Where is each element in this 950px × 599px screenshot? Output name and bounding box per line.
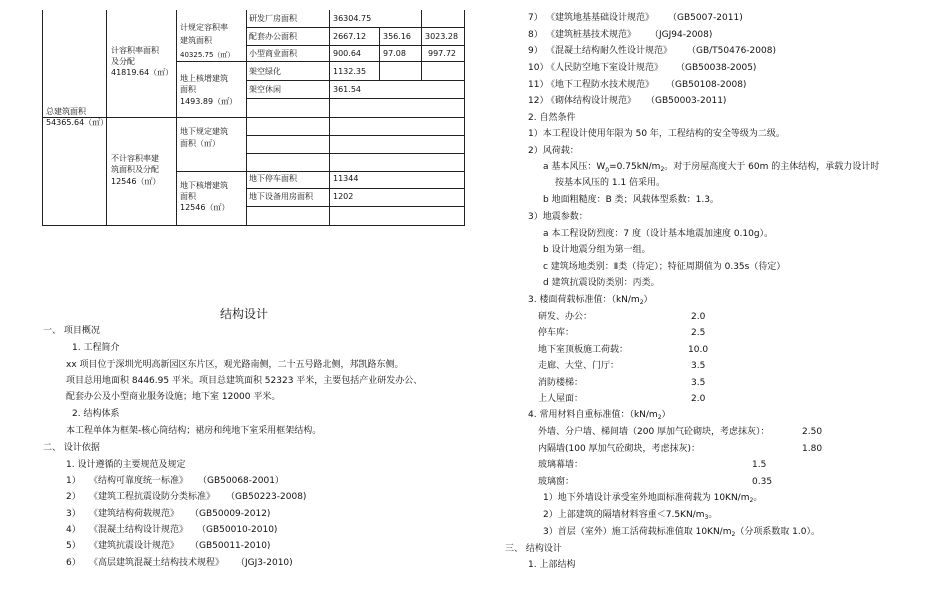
row-name: 研发厂房面积 [249, 14, 297, 23]
code-name: 《混凝土结构耐久性设计规范》 [546, 46, 673, 56]
load-name: 停车库： [538, 328, 575, 338]
nonfar-value: 12546（㎡） [111, 177, 161, 186]
row-value: 1132.35 [333, 67, 367, 76]
code-id: （GB50038-2005) [676, 63, 757, 73]
add-area-label-2: 面积 [180, 85, 196, 94]
paragraph: a 本工程设防烈度：7 度（设计基本地震加速度 0.10g）。 [543, 229, 774, 239]
load-value: 2.5 [691, 328, 706, 338]
paragraph: 配套办公及小型商业服务设施；地下室 12000 平米。 [66, 392, 281, 402]
load-name: 地下室顶板施工荷载： [538, 345, 629, 355]
code-name: 《混凝土结构设计规范》 [89, 525, 189, 535]
code-number: 10） [528, 63, 549, 73]
section-heading: 一、 项目概况 [43, 326, 100, 336]
ug-add-value: 12546（㎡） [180, 203, 230, 212]
code-id: （GB50003-2011) [646, 96, 727, 106]
row-value: 900.64 [333, 49, 361, 58]
load-name: 走廊、大堂、门厅： [538, 361, 620, 371]
row-name: 架空绿化 [249, 67, 281, 76]
row-value-3: 997.72 [428, 49, 456, 58]
code-id: （GB50108-2008) [666, 80, 747, 90]
floor-load-heading: 3. 楼面荷载标准值：$(kN/m_2)$ [528, 295, 653, 306]
material-name: 玻璃窗： [538, 477, 575, 487]
code-number: 2） [66, 492, 81, 502]
load-name: 消防楼梯： [538, 378, 584, 388]
code-name: 《人民防空地下室设计规范》 [546, 63, 664, 73]
paragraph: 本工程单体为框架-核心筒结构；裙房和纯地下室采用框架结构。 [66, 426, 322, 436]
code-name: 《建筑抗震设计规范》 [89, 541, 180, 551]
nonfar-label-2: 筑面积及分配 [111, 165, 159, 174]
note-line: 2）上部建筑的隔墙材料容重$<7.5KN/m_3$。 [543, 510, 718, 521]
code-id: （JGJ94-2008) [650, 30, 713, 40]
code-id: （GB50068-2001） [198, 476, 284, 486]
row-value: 361.54 [333, 85, 361, 94]
code-name: 《砌体结构设计规范》 [546, 96, 637, 106]
ug-reg-label-1: 地下规定建筑 [180, 127, 228, 136]
code-name: 《建筑地基基础设计规范》 [546, 13, 655, 23]
row-value: 2667.12 [333, 32, 367, 41]
row-value: 1202 [333, 192, 354, 201]
row-value-3: 3023.28 [425, 32, 459, 41]
row-name: 小型商业面积 [249, 49, 297, 58]
material-name: 内隔墙(100 厚加气砼砌块，考虑抹灰)： [538, 444, 701, 454]
load-value: 2.0 [691, 312, 706, 322]
code-id: （GB50011-2010) [190, 541, 271, 551]
code-number: 5） [66, 541, 81, 551]
code-number: 8） [528, 30, 543, 40]
row-name: 地下设备用房面积 [249, 192, 313, 201]
row-value: 11344 [333, 174, 359, 183]
nonfar-label-1: 不计容积率建 [111, 154, 159, 163]
load-value: 2.0 [691, 394, 706, 404]
code-id: （GB50223-2008) [226, 492, 307, 502]
paragraph: 2）风荷载： [528, 146, 579, 156]
paragraph: 按基本风压的 1.1 倍采用。 [555, 178, 666, 188]
material-value: 1.5 [752, 460, 767, 470]
far-area-value: 41819.64（㎡） [111, 68, 174, 77]
code-id: （GB/T50476-2008) [687, 46, 776, 56]
paragraph: c 建筑场地类别：Ⅱ类（待定）；特征周期值为 0.35s（待定） [543, 262, 786, 272]
code-name: 《地下工程防水技术规范》 [546, 80, 655, 90]
paragraph: 项目总用地面积 8446.95 平米。项目总建筑面积 52323 平米，主要包括产业研发办公、 [66, 376, 423, 386]
note-line: 3）首层（室外）施工活荷载标准值取 $10KN/m_2$（分项系数取 1.0）。 [543, 527, 820, 538]
paragraph: 1）本工程设计使用年限为 50 年，工程结构的安全等级为二级。 [528, 129, 785, 139]
code-name: 《结构可靠度统一标准》 [89, 476, 189, 486]
code-id: （GB50009-2012) [190, 509, 271, 519]
material-name: 外墙、分户墙、梯间墙（200 厚加气砼砌块，考虑抹灰）： [538, 427, 770, 437]
add-area-value: 1493.89（㎡） [180, 97, 238, 106]
subsection-heading: 2. 结构体系 [72, 409, 120, 419]
section-heading: 二、 设计依据 [43, 443, 100, 453]
code-name: 《高层建筑混凝土结构技术规程》 [89, 558, 225, 568]
reg-far-value: 40325.75（㎡） [180, 51, 235, 59]
code-number: 11） [528, 80, 549, 90]
subsection-heading: 1. 设计遵循的主要规范及规定 [66, 460, 186, 470]
ug-add-label-1: 地下核增建筑 [180, 181, 228, 190]
code-number: 4） [66, 525, 81, 535]
code-number: 9） [528, 46, 543, 56]
row-name: 架空休闲 [249, 85, 281, 94]
code-number: 6） [66, 558, 81, 568]
paragraph: 3）地震参数： [528, 212, 588, 222]
code-number: 3） [66, 509, 81, 519]
code-id: （GB5007-2011) [668, 13, 743, 23]
load-name: 上人屋面： [538, 394, 584, 404]
far-area-label-2: 及分配 [111, 57, 135, 66]
subsection-heading: 1. 上部结构 [528, 560, 576, 570]
add-area-label-1: 地上核增建筑 [180, 74, 228, 83]
row-value-2: 356.16 [383, 32, 411, 41]
reg-far-label-1: 计规定容积率 [180, 23, 228, 32]
paragraph: b 设计地震分组为第一组。 [543, 245, 651, 255]
paragraph: xx 项目位于深圳光明高新园区东片区，观光路南侧，二十五号路北侧，邦凯路东侧。 [66, 360, 404, 370]
row-name: 地下停车面积 [249, 174, 297, 183]
ug-reg-label-2: 面积（㎡） [180, 139, 220, 148]
material-weight-heading: 4. 常用材料自重标准值：$(kN/m_2)$ [528, 410, 671, 421]
row-name: 配套办公面积 [249, 32, 297, 41]
code-number: 12） [528, 96, 549, 106]
row-value-2: 97.08 [383, 49, 406, 58]
material-value: 2.50 [802, 427, 823, 437]
reg-far-label-2: 建筑面积 [180, 36, 212, 45]
load-name: 研发、办公： [538, 312, 593, 322]
code-name: 《建筑工程抗震设防分类标准》 [89, 492, 216, 502]
page-title: 结构设计 [220, 307, 269, 321]
material-name: 玻璃幕墙： [538, 460, 584, 470]
total-area-value: 54365.64（㎡） [46, 118, 109, 127]
row-value: 36304.75 [333, 14, 372, 23]
material-value: 0.35 [752, 477, 773, 487]
paragraph: d 建筑抗震设防类别：丙类。 [543, 278, 660, 288]
code-id: （GB50010-2010) [197, 525, 278, 535]
wind-pressure-line: a 基本风压：$W_0=0.75kN/m_2$。对于房屋高度大于 60m 的主体结构，承载力设计时 [543, 162, 880, 174]
load-value: 10.0 [688, 345, 709, 355]
load-value: 3.5 [691, 361, 706, 371]
note-line: 1）地下外墙设计承受室外地面标准荷载为 $10KN/m_2$。 [543, 493, 763, 504]
far-area-label-1: 计容积率面积 [111, 46, 159, 55]
subsection-heading: 1. 工程简介 [72, 343, 120, 353]
section-heading: 三、 结构设计 [505, 544, 562, 554]
ug-add-label-2: 面积 [180, 192, 196, 201]
code-number: 1） [66, 476, 81, 486]
code-name: 《建筑桩基技术规范》 [546, 30, 637, 40]
subsection-heading: 2. 自然条件 [528, 113, 576, 123]
code-name: 《建筑结构荷载规范》 [89, 509, 180, 519]
total-area-label: 总建筑面积 [46, 107, 86, 116]
material-value: 1.80 [802, 444, 823, 454]
paragraph: b 地面粗糙度：B 类；风载体型系数：1.3。 [543, 195, 719, 205]
load-value: 3.5 [691, 378, 706, 388]
code-number: 7） [528, 13, 543, 23]
code-id: （JGJ3-2010) [236, 558, 293, 568]
